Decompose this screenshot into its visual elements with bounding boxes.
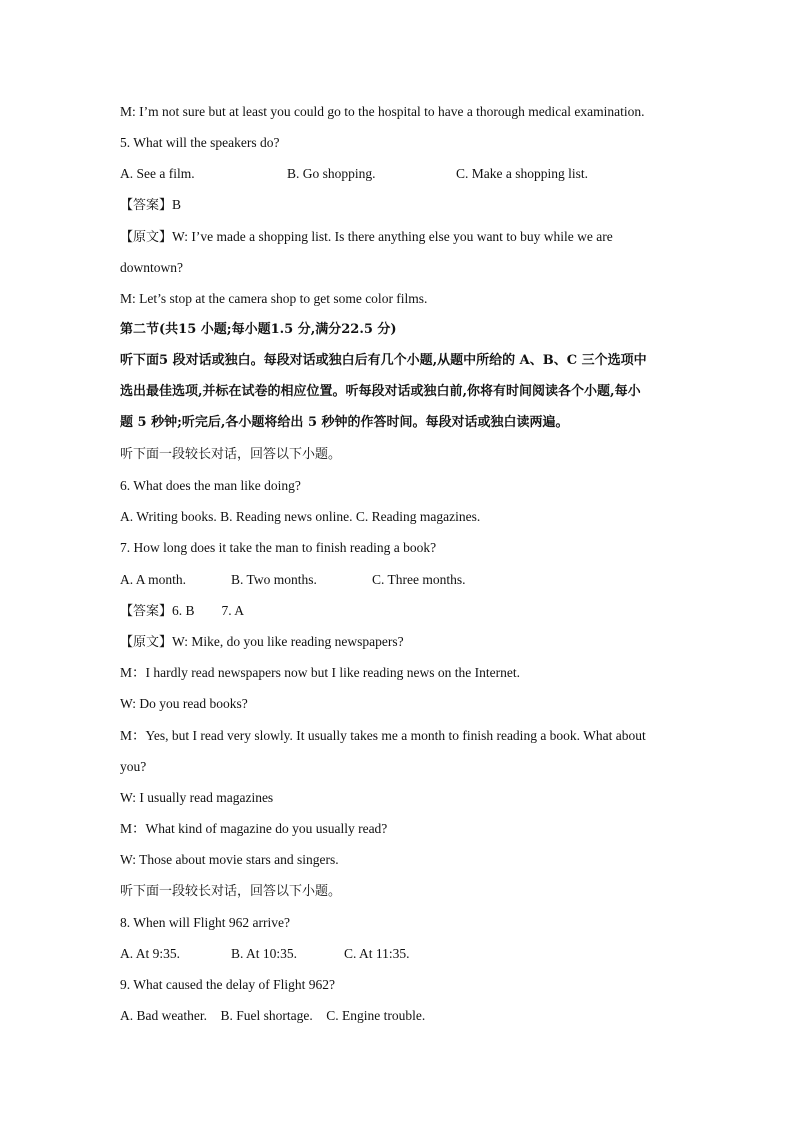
dialogue-line: W: Those about movie stars and singers. — [120, 852, 339, 867]
instructions-line-3: 题 5 秒钟;听完后,各小题将给出 5 秒钟的作答时间。每段对话或独白读两遍。 — [120, 415, 569, 430]
question-7: 7. How long does it take the man to finish reading a book? — [120, 540, 437, 555]
option-a: A. A month. — [120, 572, 187, 587]
answer-6-7 — [120, 602, 680, 621]
question-5: 5. What will the speakers do? — [120, 135, 280, 150]
answer-5 — [120, 196, 680, 215]
dialogue-line: W: Do you read books? — [120, 696, 248, 711]
option-c: C. At 11:35. — [344, 946, 410, 961]
dialogue-line: M: Let’s stop at the camera shop to get some color films. — [120, 291, 428, 306]
option-b: B. Go shopping. — [287, 166, 376, 181]
listening-prompt-1: 听下面一段较长对话，回答以下小题。 — [120, 447, 342, 462]
dialogue-line: M：I hardly read newspapers now but I like reading news on the Internet. — [120, 665, 521, 680]
question-6: 6. What does the man like doing? — [120, 478, 301, 493]
original-text-6-7 — [120, 633, 680, 652]
option-b: B. Two months. — [231, 572, 317, 587]
dialogue-line: M：Yes, but I read very slowly. It usually takes me a month to finish reading a book. What about — [120, 728, 646, 743]
original-text: W: I’ve made a shopping list. Is there anything else you want to buy while we are — [172, 229, 613, 244]
question-6-options: A. Writing books. B. Reading news online. C. Reading magazines. — [120, 509, 481, 524]
dialogue-line-cont: you? — [120, 759, 147, 774]
dialogue-line: W: I usually read magazines — [120, 790, 274, 805]
option-c: C. Make a shopping list. — [456, 166, 588, 181]
dialogue-line: M: I’m not sure but at least you could go to the hospital to have a thorough medical examination. — [120, 104, 645, 119]
original-tag: 【原文】 — [120, 230, 173, 245]
option-a: A. At 9:35. — [120, 946, 181, 961]
question-8: 8. When will Flight 962 arrive? — [120, 915, 290, 930]
option-c: C. Three months. — [372, 572, 466, 587]
answer-tag: 【答案】 — [120, 604, 173, 619]
instructions-line-1: 听下面5 段对话或独白。每段对话或独白后有几个小题,从题中所给的 A、B、C 三个选项中 — [120, 353, 647, 368]
original-tag: 【原文】 — [120, 635, 173, 650]
question-9: 9. What caused the delay of Flight 962? — [120, 977, 335, 992]
answer-value: 6. B 7. A — [172, 603, 245, 618]
question-9-options: A. Bad weather. B. Fuel shortage. C. Engine trouble. — [120, 1008, 426, 1023]
original-text-5-cont: downtown? — [120, 260, 183, 275]
answer-value: B — [172, 197, 182, 212]
original-text-5 — [120, 228, 680, 247]
listening-prompt-2: 听下面一段较长对话，回答以下小题。 — [120, 884, 342, 899]
original-text: W: Mike, do you like reading newspapers? — [172, 634, 404, 649]
option-a: A. See a film. — [120, 166, 195, 181]
instructions-line-2: 选出最佳选项,并标在试卷的相应位置。听每段对话或独白前,你将有时间阅读各个小题,每小 — [120, 384, 641, 399]
option-b: B. At 10:35. — [231, 946, 298, 961]
dialogue-line: M：What kind of magazine do you usually read? — [120, 821, 388, 836]
section-2-title: 第二节(共15 小题;每小题1.5 分,满分22.5 分) — [120, 322, 397, 337]
answer-tag: 【答案】 — [120, 198, 173, 213]
